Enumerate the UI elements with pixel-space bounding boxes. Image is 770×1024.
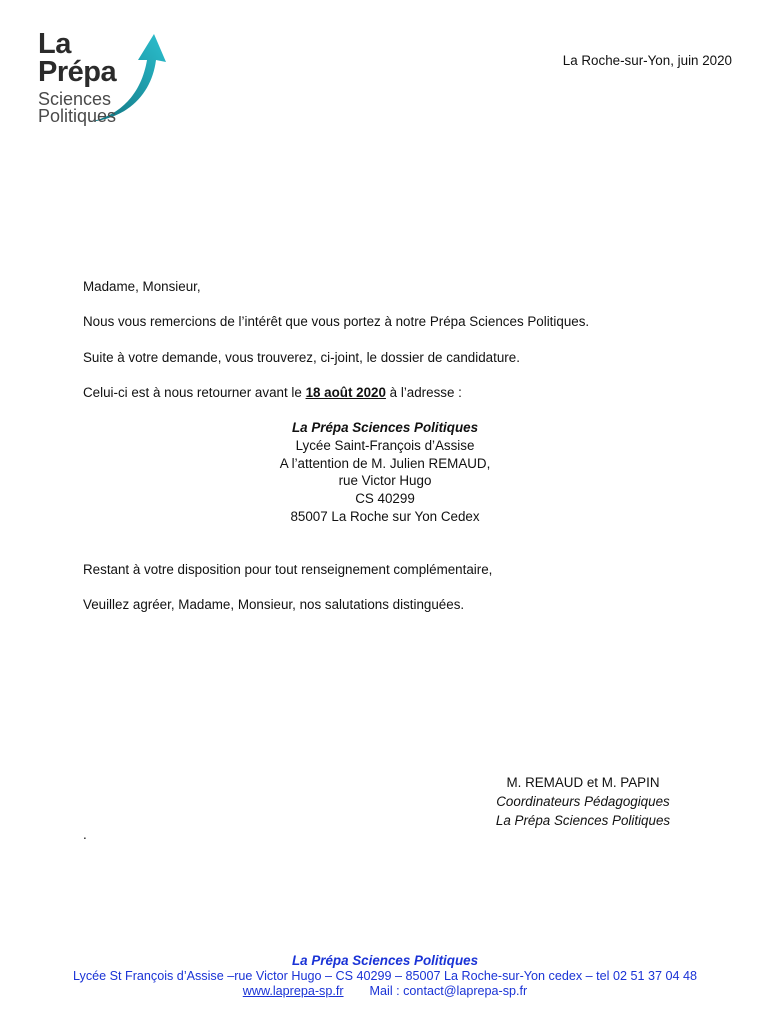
deadline-text-before: Celui-ci est à nous retourner avant le xyxy=(83,385,306,400)
address-block xyxy=(0,419,770,526)
logo-text-politiques: Politiques xyxy=(38,106,117,126)
paragraph-enclosed: Suite à votre demande, vous trouverez, ci-joint, le dossier de candidature. xyxy=(83,350,520,365)
address-line-1: Lycée Saint-François d’Assise xyxy=(295,437,475,453)
address-name: La Prépa Sciences Politiques xyxy=(291,420,479,435)
address-line-4: CS 40299 xyxy=(355,491,415,507)
paragraph-thanks: Nous vous remercions de l’intérêt que vous portez à notre Prépa Sciences Politiques. xyxy=(83,314,590,329)
paragraph-deadline xyxy=(83,385,462,400)
logo-text-la: La xyxy=(38,28,71,60)
signature-org: La Prépa Sciences Politiques xyxy=(495,813,671,828)
address-line-3: rue Victor Hugo xyxy=(338,473,432,489)
stray-dot: . xyxy=(83,827,87,842)
footer-title: La Prépa Sciences Politiques xyxy=(291,953,479,968)
footer-website-link[interactable]: www.laprepa-sp.fr xyxy=(242,984,344,998)
closing-availability: Restant à votre disposition pour tout renseignement complémentaire, xyxy=(83,562,493,577)
signature-block xyxy=(478,773,688,830)
footer-contact xyxy=(0,984,770,999)
address-line-5: 85007 La Roche sur Yon Cedex xyxy=(290,508,480,524)
footer-address: Lycée St François d’Assise –rue Victor Hugo – CS 40299 – 85007 La Roche-sur-Yon cedex – tel 02 51 37 04 48 xyxy=(72,969,698,983)
deadline-text-after: à l’adresse : xyxy=(385,385,462,400)
salutation: Madame, Monsieur, xyxy=(83,279,201,294)
logo-text-sciences: Sciences xyxy=(38,89,112,109)
date-line: La Roche-sur-Yon, juin 2020 xyxy=(562,53,732,68)
closing-greetings: Veuillez agréer, Madame, Monsieur, nos salutations distinguées. xyxy=(83,597,465,612)
logo-text-prepa: Prépa xyxy=(38,56,117,88)
footer-mail: Mail : contact@laprepa-sp.fr xyxy=(369,984,528,998)
address-line-2: A l’attention de M. Julien REMAUD, xyxy=(279,455,491,471)
signature-role: Coordinateurs Pédagogiques xyxy=(496,794,670,809)
footer xyxy=(0,952,770,999)
deadline-date: 18 août 2020 xyxy=(305,385,386,400)
signature-names: M. REMAUD et M. PAPIN xyxy=(506,775,660,790)
